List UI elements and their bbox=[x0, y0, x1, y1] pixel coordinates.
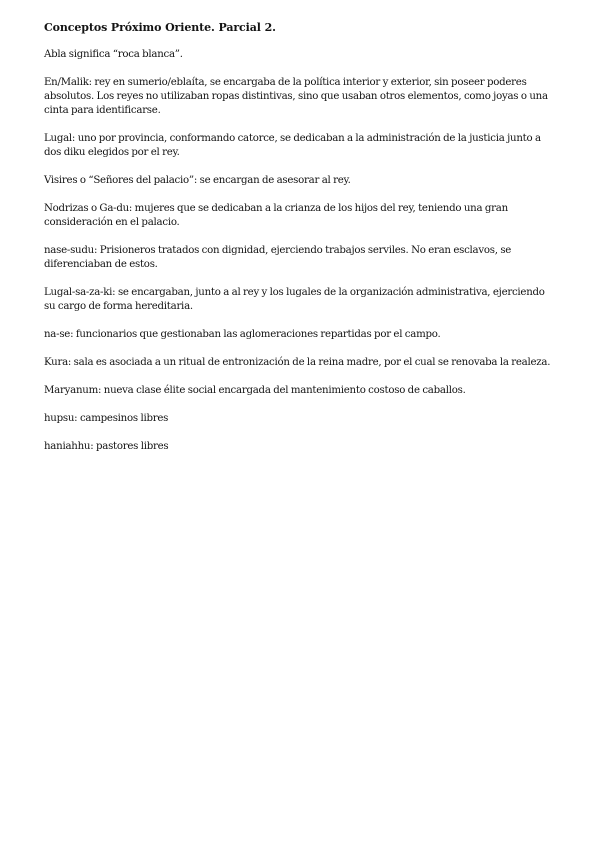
paragraph-nase-sudu: nase-sudu: Prisioneros tratados con dignidad, ejerciendo trabajos serviles. No eran esclavos, se diferenciaban de estos. bbox=[44, 245, 512, 270]
paragraph-hupsu: hupsu: campesinos libres bbox=[44, 413, 169, 424]
document-title: Conceptos Próximo Oriente. Parcial 2. bbox=[44, 21, 276, 34]
paragraph-nodrizas: Nodrizas o Ga-du: mujeres que se dedicaban a la crianza de los hijos del rey, teniendo una gran consideración en el palacio. bbox=[44, 203, 508, 228]
paragraph-haniahhu: haniahhu: pastores libres bbox=[44, 441, 169, 452]
paragraph-visires: Visires o “Señores del palacio”: se encargan de asesorar al rey. bbox=[44, 175, 351, 186]
paragraph-kura: Kura: sala es asociada a un ritual de entronización de la reina madre, por el cual se renovaba la realeza. bbox=[44, 357, 551, 368]
document-body bbox=[44, 20, 556, 468]
paragraph-lugal-sa-za-ki: Lugal-sa-za-ki: se encargaban, junto a al rey y los lugales de la organización administrativa, ejerciendo su cargo de forma hereditaria. bbox=[44, 287, 545, 312]
paragraph-na-se: na-se: funcionarios que gestionaban las aglomeraciones repartidas por el campo. bbox=[44, 329, 441, 340]
paragraph-abla: Abla significa “roca blanca”. bbox=[44, 49, 183, 60]
paragraph-en-malik: En/Malik: rey en sumerio/eblaíta, se encargaba de la política interior y exterior, sin poseer poderes absolutos. Los reyes no utilizaban ropas distintivas, sino que usaban otros elementos, como joyas o una cinta para identificarse. bbox=[44, 77, 548, 116]
paragraph-maryanum: Maryanum: nueva clase élite social encargada del mantenimiento costoso de caballos. bbox=[44, 385, 466, 396]
paragraph-lugal: Lugal: uno por provincia, conformando catorce, se dedicaban a la administración de la justicia junto a dos diku elegidos por el rey. bbox=[44, 133, 541, 158]
